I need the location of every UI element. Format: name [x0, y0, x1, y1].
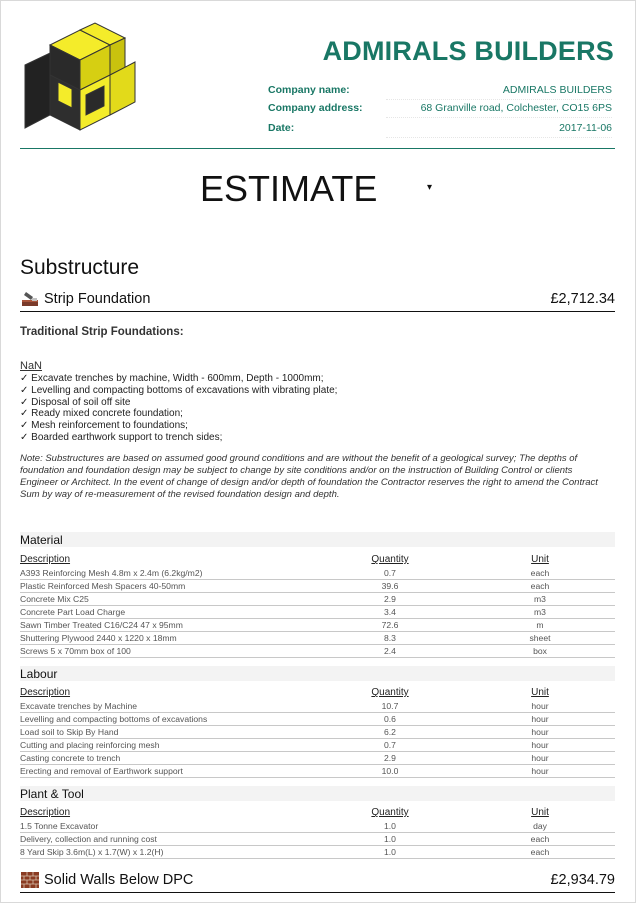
row-unit: m3: [534, 594, 546, 604]
row-quantity: 2.9: [384, 753, 396, 763]
company-brand-title: ADMIRALS BUILDERS: [322, 36, 614, 66]
row-quantity: 10.7: [381, 701, 399, 711]
section-title: Substructure: [20, 256, 140, 279]
row-quantity: 2.9: [384, 594, 396, 604]
foundation-note: Note: Substructures are based on assumed good ground conditions and are without the benefit of a geological survey; The depths of foundation and foundation design may be subject to change by site conditions and/or on the instruction of Building Control or clients Engineer or Architect. In the event of change of design and/or depth of foundation the Contractor reserves the right to amend the Contract Sum by way of re-measurement of the revised foundation design and depth.: [20, 453, 598, 500]
company-address-value: 68 Granville road, Colchester, CO15 6PS: [420, 102, 612, 114]
table-row: [20, 713, 615, 726]
row-unit: m: [536, 620, 544, 630]
row-unit: each: [530, 834, 550, 844]
row-unit: hour: [531, 753, 549, 763]
row-unit: hour: [531, 714, 549, 724]
row-unit: day: [533, 821, 547, 831]
row-description: Load soil to Skip By Hand: [20, 727, 119, 737]
company-name-label: Company name:: [268, 84, 350, 96]
category-name: Solid Walls Below DPC: [44, 872, 194, 888]
plant-table: [20, 807, 615, 859]
table-row: [20, 726, 615, 739]
labour-table: [20, 687, 615, 778]
row-description: Concrete Part Load Charge: [20, 607, 126, 617]
date-value: 2017-11-06: [559, 122, 612, 134]
row-quantity: 8.3: [384, 633, 396, 643]
row-quantity: 0.7: [384, 740, 396, 750]
row-description: Delivery, collection and running cost: [20, 834, 157, 844]
table-row: [20, 593, 615, 606]
row-divider: [386, 99, 612, 100]
table-row: [20, 765, 615, 778]
table-row: [20, 632, 615, 645]
company-logo: [20, 20, 140, 140]
col-unit: Unit: [531, 554, 549, 565]
row-description: 1.5 Tonne Excavator: [20, 821, 99, 831]
table-row: [20, 833, 615, 846]
row-quantity: 1.0: [384, 834, 396, 844]
row-divider: [386, 137, 612, 138]
table-header: [20, 807, 615, 820]
row-description: Cutting and placing reinforcing mesh: [20, 740, 160, 750]
row-quantity: 3.4: [384, 607, 396, 617]
row-description: Levelling and compacting bottoms of excavations: [20, 714, 208, 724]
category-price: £2,712.34: [550, 291, 615, 307]
table-row: [20, 619, 615, 632]
row-quantity: 39.6: [381, 581, 399, 591]
col-description: Description: [20, 554, 71, 565]
col-quantity: Quantity: [371, 554, 409, 565]
checklist-item: ✓ Disposal of soil off site: [20, 396, 131, 408]
checklist-item: ✓ Levelling and compacting bottoms of excavations with vibrating plate;: [20, 384, 338, 396]
row-description: Shuttering Plywood 2440 x 1220 x 18mm: [20, 633, 177, 643]
col-unit: Unit: [531, 687, 549, 698]
category-name: Strip Foundation: [44, 291, 151, 307]
date-label: Date:: [268, 122, 295, 134]
table-row: [20, 606, 615, 619]
row-quantity: 72.6: [381, 620, 399, 630]
row-description: Concrete Mix C25: [20, 594, 89, 604]
row-unit: hour: [531, 740, 549, 750]
table-row: [20, 752, 615, 765]
row-quantity: 10.0: [381, 766, 399, 776]
col-description: Description: [20, 687, 71, 698]
material-table: [20, 554, 615, 658]
row-quantity: 6.2: [384, 727, 396, 737]
row-description: Erecting and removal of Earthwork support: [20, 766, 183, 776]
category-price: £2,934.79: [550, 872, 615, 888]
row-description: A393 Reinforcing Mesh 4.8m x 2.4m (6.2kg/m2): [20, 568, 203, 578]
labour-group-header: [20, 666, 615, 681]
spec-heading: NaN: [20, 360, 43, 372]
category-strip-foundation[interactable]: [20, 289, 615, 312]
row-unit: hour: [531, 727, 549, 737]
row-description: Excavate trenches by Machine: [20, 701, 138, 711]
col-unit: Unit: [531, 807, 549, 818]
row-quantity: 1.0: [384, 821, 396, 831]
col-quantity: Quantity: [371, 807, 409, 818]
material-title: Material: [20, 533, 63, 547]
table-row: [20, 820, 615, 833]
row-description: Casting concrete to trench: [20, 753, 121, 763]
plant-title: Plant & Tool: [20, 787, 84, 801]
row-description: Plastic Reinforced Mesh Spacers 40-50mm: [20, 581, 186, 591]
row-unit: each: [530, 847, 550, 857]
row-description: 8 Yard Skip 3.6m(L) x 1.7(W) x 1.2(H): [20, 847, 164, 857]
company-address-label: Company address:: [268, 102, 363, 114]
material-group-header: [20, 532, 615, 547]
row-unit: hour: [531, 701, 549, 711]
document-title: ESTIMATE: [200, 168, 378, 209]
row-unit: m3: [534, 607, 546, 617]
col-description: Description: [20, 807, 71, 818]
row-description: Sawn Timber Treated C16/C24 47 x 95mm: [20, 620, 183, 630]
plant-group-header: [20, 786, 615, 801]
spec-checklist: [20, 373, 337, 444]
row-unit: each: [530, 568, 550, 578]
table-row: [20, 580, 615, 593]
header-separator: [20, 148, 615, 149]
table-row: [20, 739, 615, 752]
table-header: [20, 554, 615, 567]
row-unit: box: [533, 646, 547, 656]
checklist-item: ✓ Mesh reinforcement to foundations;: [20, 420, 188, 432]
row-quantity: 2.4: [384, 646, 396, 656]
col-quantity: Quantity: [371, 687, 409, 698]
table-row: [20, 645, 615, 658]
company-name-value: ADMIRALS BUILDERS: [502, 84, 612, 96]
row-unit: each: [530, 581, 550, 591]
checklist-item: ✓ Excavate trenches by machine, Width - 600mm, Depth - 1000mm;: [20, 373, 324, 384]
checklist-item: ✓ Ready mixed concrete foundation;: [20, 408, 183, 420]
table-header: [20, 687, 615, 700]
row-quantity: 1.0: [384, 847, 396, 857]
row-divider: [386, 117, 612, 118]
category-solid-walls[interactable]: [20, 870, 615, 893]
table-row: [20, 846, 615, 859]
brick-wall-icon: [20, 871, 40, 889]
row-unit: sheet: [529, 633, 551, 643]
strip-subtitle: Traditional Strip Foundations:: [20, 326, 184, 338]
table-row: [20, 567, 615, 580]
document-type-dropdown[interactable]: ▾: [427, 182, 433, 193]
checklist-item: ✓ Boarded earthwork support to trench sides;: [20, 431, 223, 443]
row-description: Screws 5 x 70mm box of 100: [20, 646, 131, 656]
row-quantity: 0.7: [384, 568, 396, 578]
row-quantity: 0.6: [384, 714, 396, 724]
table-row: [20, 700, 615, 713]
row-unit: hour: [531, 766, 549, 776]
foundation-icon: [20, 290, 40, 308]
labour-title: Labour: [20, 667, 58, 681]
